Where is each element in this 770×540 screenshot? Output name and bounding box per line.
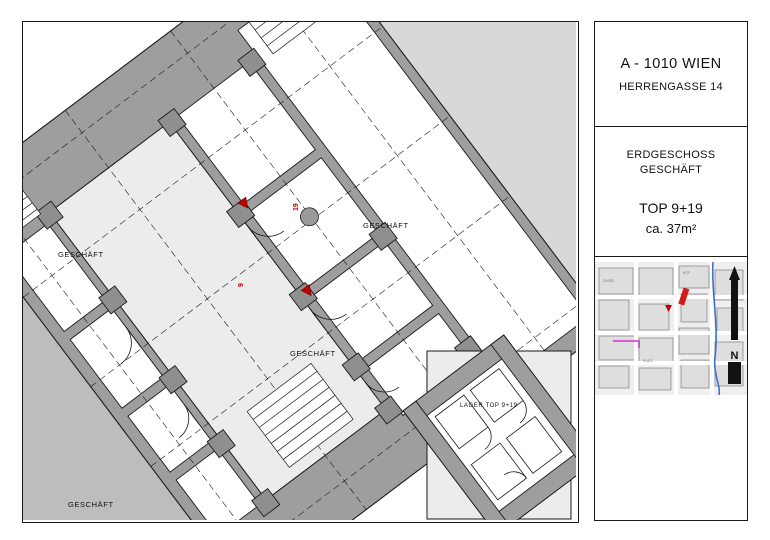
plan-label-geschaeft-3: GESCHÄFT: [290, 349, 336, 358]
unit-number: TOP 9+19: [639, 199, 703, 216]
plan-label-geschaeft-4: GESCHÄFT: [68, 500, 114, 509]
location-map: [595, 262, 747, 395]
svg-text:PLATZ: PLATZ: [643, 359, 653, 363]
location-map-box: [594, 256, 748, 521]
address-box: [594, 21, 748, 126]
title-block: [594, 21, 748, 521]
svg-text:GASSE: GASSE: [603, 279, 614, 283]
floor-plan-drawing: [23, 22, 576, 520]
north-arrow: [726, 266, 743, 384]
plan-marker-9: 9: [238, 283, 245, 287]
usage-box: [594, 126, 748, 256]
plan-marker-19: 19: [293, 203, 300, 211]
floor-plan-panel: [22, 21, 579, 523]
svg-text:HOF: HOF: [683, 271, 690, 275]
unit-area: ca. 37m²: [645, 220, 697, 236]
plan-label-lager: LAGER TOP 9+19: [460, 403, 518, 409]
usage-floor: ERDGESCHOSS: [626, 148, 716, 161]
north-letter: N: [730, 350, 739, 362]
usage-type: GESCHÄFT: [639, 163, 703, 176]
plan-label-geschaeft-2: GESCHÄFT: [363, 221, 409, 230]
location-map-drawing: [595, 262, 747, 395]
address-city: A - 1010 WIEN: [620, 55, 722, 72]
north-arrow-icon: [726, 266, 743, 384]
address-street: HERRENGASSE 14: [619, 80, 723, 93]
plan-label-geschaeft-1: GESCHÄFT: [58, 250, 104, 259]
